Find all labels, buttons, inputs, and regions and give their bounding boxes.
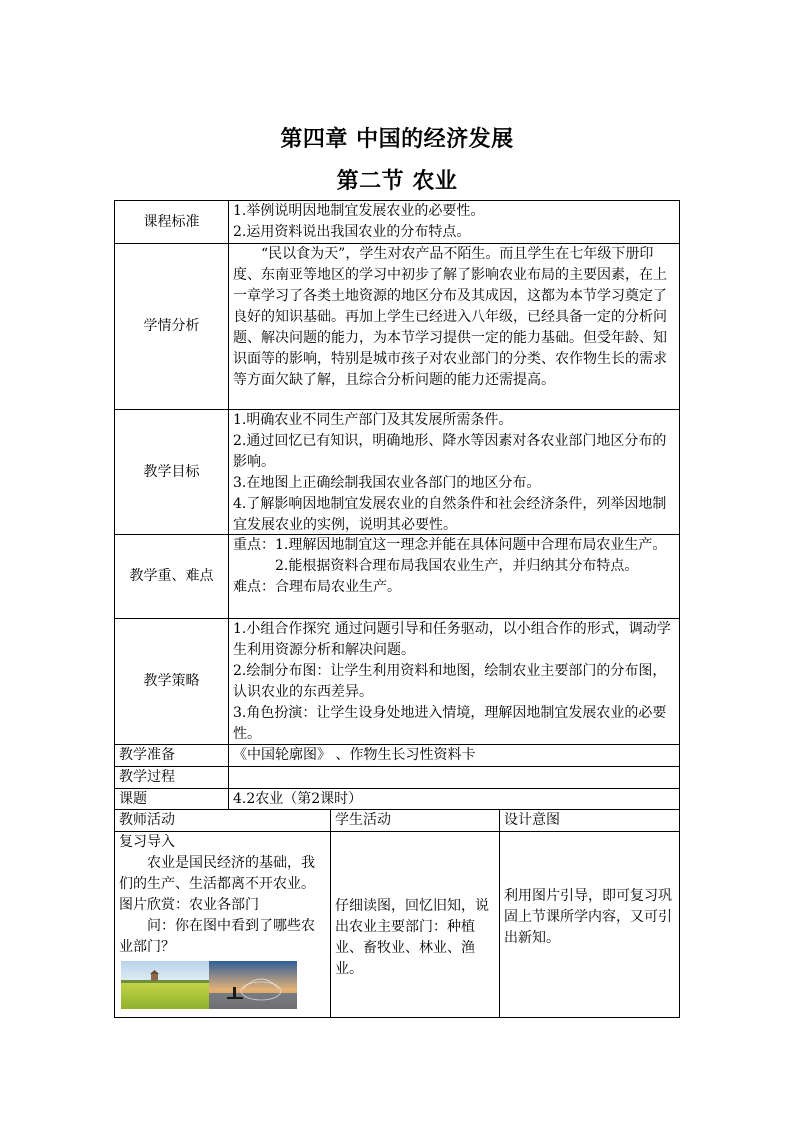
strategy-content <box>229 619 679 745</box>
strategy-item: 3.角色扮演：让学生设身处地进入情境，理解因地制宜发展农业的必要性。 <box>233 705 667 742</box>
row-label-process: 教学过程 <box>115 767 229 789</box>
teacher-activity-text: 农业是国民经济的基础，我们的生产、生活都离不开农业。图片欣赏：农业各部门 <box>119 855 315 913</box>
fishing-photo <box>209 961 297 1009</box>
farmland-photo <box>121 961 209 1009</box>
keypoints-content <box>229 535 679 619</box>
student-activity-cell <box>331 832 500 1017</box>
chapter-title: 第四章 中国的经济发展 <box>280 126 514 152</box>
keypoint-line: 重点：1.理解因地制宜这一理念并能在具体问题中合理布局农业生产。 <box>233 537 667 553</box>
keypoint-line: 2.能根据资料合理布局我国农业生产，并归纳其分布特点。 <box>275 558 639 574</box>
standard-line: 1.举例说明因地制宜发展农业的必要性。 <box>233 203 485 219</box>
design-intent-text: 利用图片引导，即可复习巩固上节课所学内容，又可引出新知。 <box>504 888 672 946</box>
goal-item: 1.明确农业不同生产部门及其发展所需条件。 <box>233 412 513 428</box>
goal-item: 4.了解影响因地制宜发展农业的自然条件和社会经济条件，列举因地制宜发展农业的实例，说明其必要性。 <box>233 496 667 533</box>
difficulty-line: 难点：合理布局农业生产。 <box>233 579 401 595</box>
student-activity-text: 仔细读图，回忆旧知，说出农业主要部门：种植业、畜牧业、林业、渔业。 <box>335 897 489 977</box>
topic-content: 4.2农业（第2课时） <box>229 789 679 810</box>
goal-item: 2.通过回忆已有知识，明确地形、降水等因素对各农业部门地区分布的影响。 <box>233 433 667 470</box>
section-title: 第二节 农业 <box>336 168 458 194</box>
row-label-goals: 教学目标 <box>115 410 229 535</box>
row-label-standard: 课程标准 <box>115 201 229 244</box>
teacher-activity-question: 问：你在图中看到了哪些农业部门？ <box>119 918 315 955</box>
row-label-strategy: 教学策略 <box>115 619 229 745</box>
goals-content <box>229 410 679 535</box>
row-label-keypoints: 教学重、难点 <box>115 535 229 619</box>
row-label-analysis: 学情分析 <box>115 244 229 410</box>
goal-item: 3.在地图上正确绘制我国农业各部门的地区分布。 <box>233 475 541 491</box>
standard-line: 2.运用资料说出我国农业的分布特点。 <box>233 224 471 240</box>
design-intent-cell <box>500 832 679 1017</box>
row-label-prep: 教学准备 <box>115 745 229 767</box>
header-teacher-activity: 教师活动 <box>115 810 331 832</box>
strategy-item: 1.小组合作探究 通过问题引导和任务驱动，以小组合作的形式，调动学生利用资源分析和解决问题。 <box>233 621 671 658</box>
prep-content: 《中国轮廓图》 、作物生长习性资料卡 <box>229 745 679 767</box>
analysis-text: “民以食为天”，学生对农产品不陌生。而且学生在七年级下册印度、东南亚等地区的学习中初步了解了影响农业布局的主要因素，在上一章学习了各类土地资源的地区分布及其成因，这都为本节学习奠定了良好的知识基础。再加上学生已经进入八年级，已经具备一定的分析问题、解决问题的能力，为本节学习提供一定的能力基础。但受年龄、知识面等的影响，特别是城市孩子对农业部门的分类、农作物生长的需求等方面欠缺了解，且综合分析问题的能力还需提高。 <box>233 246 667 388</box>
header-design-intent: 设计意图 <box>500 810 679 832</box>
process-content <box>229 767 679 789</box>
analysis-content <box>229 244 679 410</box>
row-label-topic: 课题 <box>115 789 229 810</box>
lesson-plan-table <box>114 200 680 1018</box>
standard-content <box>229 201 679 244</box>
teacher-activity-title: 复习导入 <box>119 834 175 850</box>
header-student-activity: 学生活动 <box>331 810 500 832</box>
strategy-item: 2.绘制分布图：让学生利用资料和地图，绘制农业主要部门的分布图，认识农业的东西差异。 <box>233 663 667 700</box>
